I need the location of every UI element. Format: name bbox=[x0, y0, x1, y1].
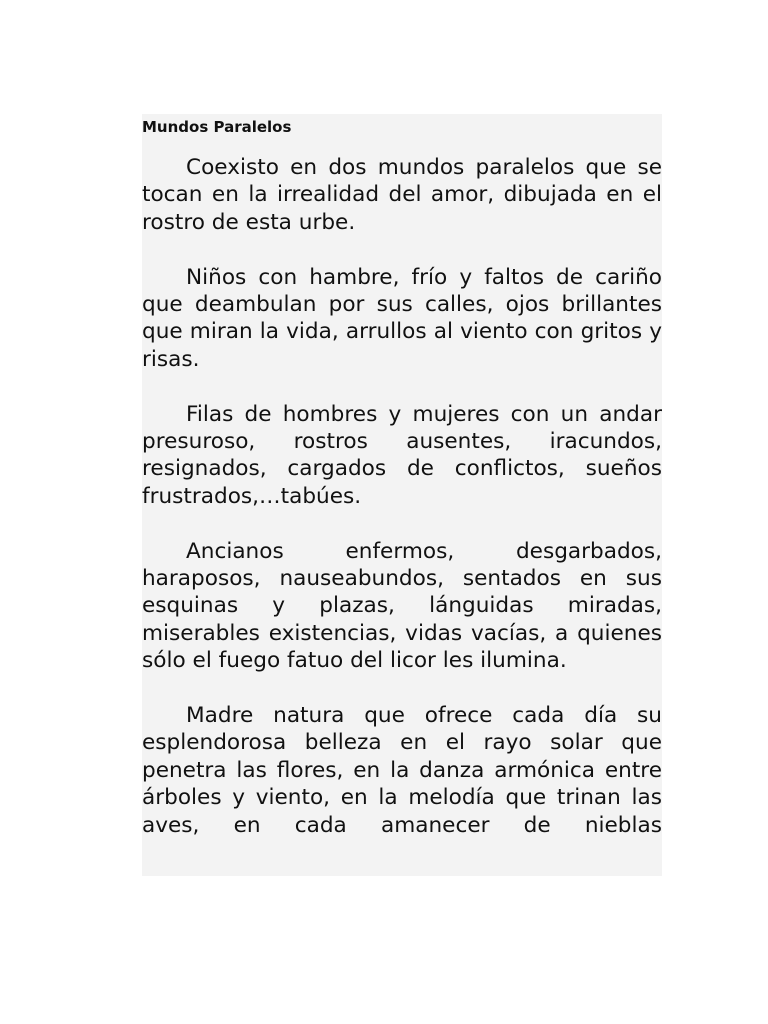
paragraph-4: Ancianos enfermos, desgarbados, haraposos, nauseabundos, sentados en sus esquinas y plazas, lánguidas miradas, miserables existencias, vidas vacías, a quienes sólo el fuego fatuo del licor les ilumina. bbox=[142, 538, 662, 674]
paragraph-5: Madre natura que ofrece cada día su esplendorosa belleza en el rayo solar que penetra las flores, en la danza armónica entre árboles y viento, en la melodía que trinan las aves, en cada amanecer de nieblas bbox=[142, 703, 662, 838]
document-title: Mundos Paralelos bbox=[142, 118, 292, 136]
text-block bbox=[142, 114, 662, 876]
paragraph-2: Niños con hambre, frío y faltos de cariño que deambulan por sus calles, ojos brillantes que miran la vida, arrullos al viento con gritos y risas. bbox=[142, 264, 662, 372]
paragraph-1: Coexisto en dos mundos paralelos que se tocan en la irrealidad del amor, dibujada en el rostro de esta urbe. bbox=[142, 155, 662, 235]
paragraph-3: Filas de hombres y mujeres con un andar presuroso, rostros ausentes, iracundos, resignados, cargados de conflictos, sueños frustrados,…tabúes. bbox=[142, 401, 662, 509]
